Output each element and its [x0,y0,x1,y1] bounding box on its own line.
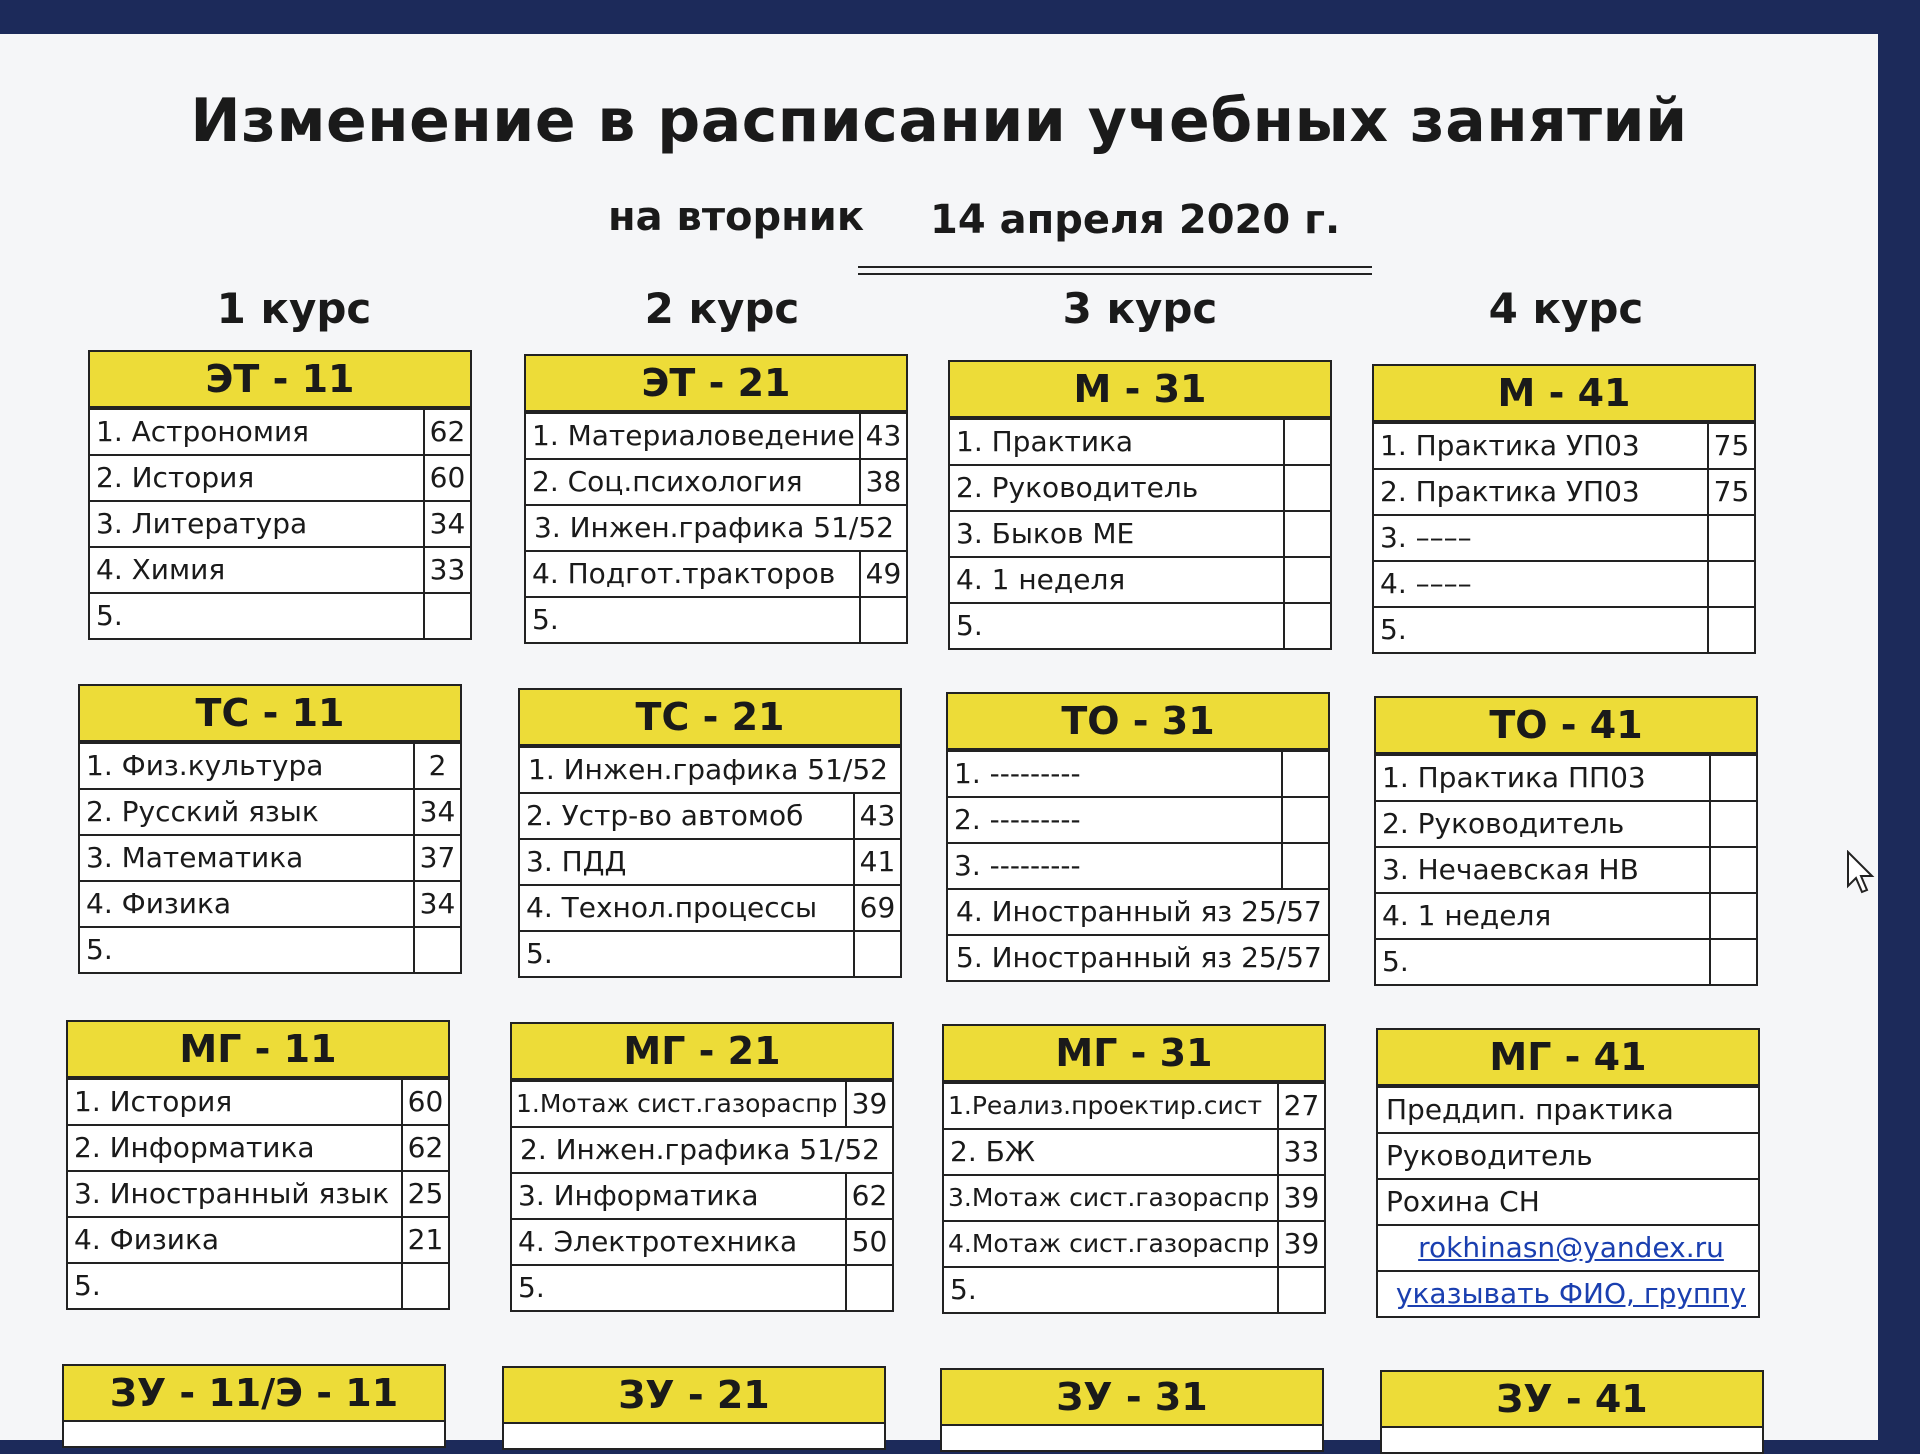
subject-cell: 4.Мотаж сист.газораспр [948,1229,1270,1258]
table-row [944,1220,1324,1266]
room-cell: 27 [1277,1084,1324,1128]
subject-cell: 2. Русский язык [86,795,319,828]
table-row [1376,846,1756,892]
table-row [512,1080,892,1126]
subject-cell: 2. Инжен.графика 51/52 [520,1133,880,1166]
table-row [68,1124,448,1170]
room-cell [1707,608,1754,652]
page-title: Изменение в расписании учебных занятий [190,86,1688,156]
table-row [1376,800,1756,846]
group-ts11-table [78,684,462,974]
table-row [1376,892,1756,938]
table-row [1378,1086,1758,1132]
table-row [944,1266,1324,1312]
table-row [520,884,900,930]
table-row [950,556,1330,602]
subject-cell: 3. Информатика [518,1179,759,1212]
group-et21-table [524,354,908,644]
room-cell [1283,466,1330,510]
instructions-link[interactable]: указывать ФИО, группу [1395,1277,1747,1310]
table-row [90,500,470,546]
subject-cell: 3. Иностранный язык [74,1177,390,1210]
table-row [520,746,900,792]
table-row [68,1078,448,1124]
subject-cell: 1. Астрономия [96,415,309,448]
group-zu41-table [1380,1370,1764,1454]
group-header: М - 41 [1374,366,1754,422]
group-mg41-table [1376,1028,1760,1318]
group-mg31-table [942,1024,1326,1314]
table-row [1378,1270,1758,1316]
group-header: МГ - 21 [512,1024,892,1080]
group-header: ТО - 31 [948,694,1328,750]
subject-cell: 3. --------- [954,849,1081,882]
room-cell [845,1266,892,1310]
table-row [90,592,470,638]
subject-cell: 1. История [74,1085,233,1118]
subject-cell: 4. Технол.процессы [526,891,818,924]
subject-cell: 1. Физ.культура [86,749,324,782]
subject-cell: 4. Физика [86,887,232,920]
room-cell: 43 [859,414,906,458]
group-et11-table [88,350,472,640]
room-cell [853,932,900,976]
room-cell: 37 [413,836,460,880]
table-row [512,1172,892,1218]
table-row [944,1174,1324,1220]
room-cell: 60 [401,1080,448,1124]
room-cell [1707,562,1754,606]
subject-cell: 1.Реализ.проектир.сист [948,1091,1263,1120]
table-row [1378,1132,1758,1178]
room-cell [1283,512,1330,556]
table-row [526,504,906,550]
spreadsheet-page [0,34,1878,1440]
table-row [948,934,1328,980]
subject-cell: 3. Нечаевская НВ [1382,853,1639,886]
room-cell [1281,844,1328,888]
subject-cell: 5. [96,599,123,632]
room-cell: 50 [845,1220,892,1264]
arrow-cursor-icon [1846,850,1876,896]
room-cell: 62 [845,1174,892,1218]
subject-cell: 3. ПДД [526,845,627,878]
table-row [1374,606,1754,652]
subject-cell: 3. Литература [96,507,308,540]
subject-cell: 4. Электротехника [518,1225,798,1258]
room-cell [423,594,470,638]
table-row [526,412,906,458]
table-row [950,510,1330,556]
table-row [68,1262,448,1308]
group-header: ЗУ - 21 [504,1368,884,1424]
subject-cell: 4. Физика [74,1223,220,1256]
subject-cell: 1. Практика [956,425,1134,458]
table-row [80,742,460,788]
table-row [1374,514,1754,560]
subject-cell: 2. Соц.психология [532,465,803,498]
group-header: ЗУ - 11/Э - 11 [64,1366,444,1422]
table-row [1374,422,1754,468]
room-cell: 34 [423,502,470,546]
table-row [80,926,460,972]
room-cell [859,598,906,642]
table-row [1374,560,1754,606]
group-header: ЭТ - 11 [90,352,470,408]
subject-cell: 1. --------- [954,757,1081,790]
course-1-label: 1 курс [216,284,372,333]
subject-cell: 4. Иностранный яз 25/57 [956,895,1322,928]
subject-cell: 4. Подгот.тракторов [532,557,836,590]
group-header: ЗУ - 31 [942,1370,1322,1426]
subject-cell: 1. Инжен.графика 51/52 [528,753,888,786]
room-cell: 49 [859,552,906,596]
room-cell [1281,752,1328,796]
room-cell: 39 [845,1082,892,1126]
subject-cell: 1. Материаловедение [532,419,855,452]
table-row [512,1126,892,1172]
room-cell: 33 [1277,1130,1324,1174]
subject-cell: 3. Быков МЕ [956,517,1135,550]
subject-cell: 3. Математика [86,841,304,874]
subject-cell: 2. Руководитель [1382,807,1625,840]
room-cell: 2 [413,744,460,788]
table-row [90,546,470,592]
subject-cell: 1.Мотаж сист.газораспр [516,1089,838,1118]
table-row [90,408,470,454]
subject-cell: 2. БЖ [950,1135,1035,1168]
subject-cell: 2. Руководитель [956,471,1199,504]
group-header: ТС - 11 [80,686,460,742]
table-row [1376,754,1756,800]
subject-cell: 2. Практика УП03 [1380,475,1640,508]
table-row [950,464,1330,510]
table-row [948,888,1328,934]
subject-cell: 3. Инжен.графика 51/52 [534,511,894,544]
room-cell [1283,420,1330,464]
room-cell [1709,848,1756,892]
course-2-label: 2 курс [644,284,800,333]
room-cell: 38 [859,460,906,504]
supervisor-label-cell: Руководитель [1386,1139,1593,1172]
room-cell [401,1264,448,1308]
supervisor-name-cell: Рохина СН [1386,1185,1540,1218]
subject-cell: 4. 1 неделя [956,563,1126,596]
room-cell [1277,1268,1324,1312]
room-cell: 39 [1277,1176,1324,1220]
group-m31-table [948,360,1332,650]
subject-cell: 4. 1 неделя [1382,899,1552,932]
table-row [520,792,900,838]
email-link[interactable]: rokhinasn@yandex.ru [1418,1231,1724,1264]
group-ts21-table [518,688,902,978]
room-cell [1709,894,1756,938]
group-zu21-table [502,1366,886,1450]
subject-cell: 5. [956,609,983,642]
room-cell: 75 [1707,470,1754,514]
subject-cell: 5. [1380,613,1407,646]
group-zu31-table [940,1368,1324,1452]
group-mg21-table [510,1022,894,1312]
room-cell: 75 [1707,424,1754,468]
room-cell [413,928,460,972]
room-cell: 33 [423,548,470,592]
table-row [520,838,900,884]
group-to31-table [946,692,1330,982]
day-label: на вторник [608,194,864,240]
group-mg11-table [66,1020,450,1310]
subject-cell: 1. Практика ПП03 [1382,761,1646,794]
table-row [944,1128,1324,1174]
group-header: М - 31 [950,362,1330,418]
group-header: МГ - 41 [1378,1030,1758,1086]
table-row [1376,938,1756,984]
room-cell: 25 [401,1172,448,1216]
subject-cell: 5. Иностранный яз 25/57 [956,941,1322,974]
subject-cell: 5. [950,1273,977,1306]
room-cell: 41 [853,840,900,884]
group-header: ЗУ - 41 [1382,1372,1762,1428]
group-header: МГ - 11 [68,1022,448,1078]
room-cell [1709,756,1756,800]
table-row [948,796,1328,842]
table-row [1374,468,1754,514]
group-to41-table [1374,696,1758,986]
subject-cell: 5. [518,1271,545,1304]
table-row [948,842,1328,888]
table-row [526,458,906,504]
table-row [512,1218,892,1264]
room-cell: 62 [401,1126,448,1170]
table-row [950,602,1330,648]
subject-cell: 5. [86,933,113,966]
table-row [944,1082,1324,1128]
room-cell: 69 [853,886,900,930]
group-header: МГ - 31 [944,1026,1324,1082]
room-cell: 43 [853,794,900,838]
group-zu11-table [62,1364,446,1448]
table-row [68,1170,448,1216]
date-label: 14 апреля 2020 г. [930,197,1341,243]
table-row [90,454,470,500]
table-row [526,596,906,642]
subject-cell: 3.Мотаж сист.газораспр [948,1183,1270,1212]
subject-cell: 5. [1382,945,1409,978]
room-cell [1283,604,1330,648]
room-cell [1707,516,1754,560]
group-header: ТО - 41 [1376,698,1756,754]
subject-cell: 4. Химия [96,553,226,586]
subject-cell: 4. –––– [1380,567,1472,600]
table-row [1378,1224,1758,1270]
subject-cell: 2. Информатика [74,1131,315,1164]
subject-cell: 5. [74,1269,101,1302]
subject-cell: 2. Устр-во автомоб [526,799,804,832]
course-4-label: 4 курс [1488,284,1644,333]
course-3-label: 3 курс [1062,284,1218,333]
table-row [68,1216,448,1262]
table-row [80,834,460,880]
room-cell [1709,940,1756,984]
room-cell: 34 [413,882,460,926]
room-cell: 39 [1277,1222,1324,1266]
table-row [950,418,1330,464]
subject-cell: 1. Практика УП03 [1380,429,1640,462]
subject-cell: 2. --------- [954,803,1081,836]
room-cell: 60 [423,456,470,500]
subject-cell: 3. –––– [1380,521,1472,554]
group-header: ТС - 21 [520,690,900,746]
subject-cell: 2. История [96,461,255,494]
subject-cell: 5. [526,937,553,970]
subject-cell: 5. [532,603,559,636]
table-row [512,1264,892,1310]
room-cell: 62 [423,410,470,454]
room-cell: 34 [413,790,460,834]
room-cell [1281,798,1328,842]
table-row [80,880,460,926]
date-underline [858,266,1372,275]
group-m41-table [1372,364,1756,654]
table-row [1378,1178,1758,1224]
table-row [526,550,906,596]
room-cell [1283,558,1330,602]
room-cell [1709,802,1756,846]
group-header: ЭТ - 21 [526,356,906,412]
table-row [948,750,1328,796]
practice-cell: Преддип. практика [1386,1093,1674,1126]
table-row [520,930,900,976]
table-row [80,788,460,834]
room-cell: 21 [401,1218,448,1262]
